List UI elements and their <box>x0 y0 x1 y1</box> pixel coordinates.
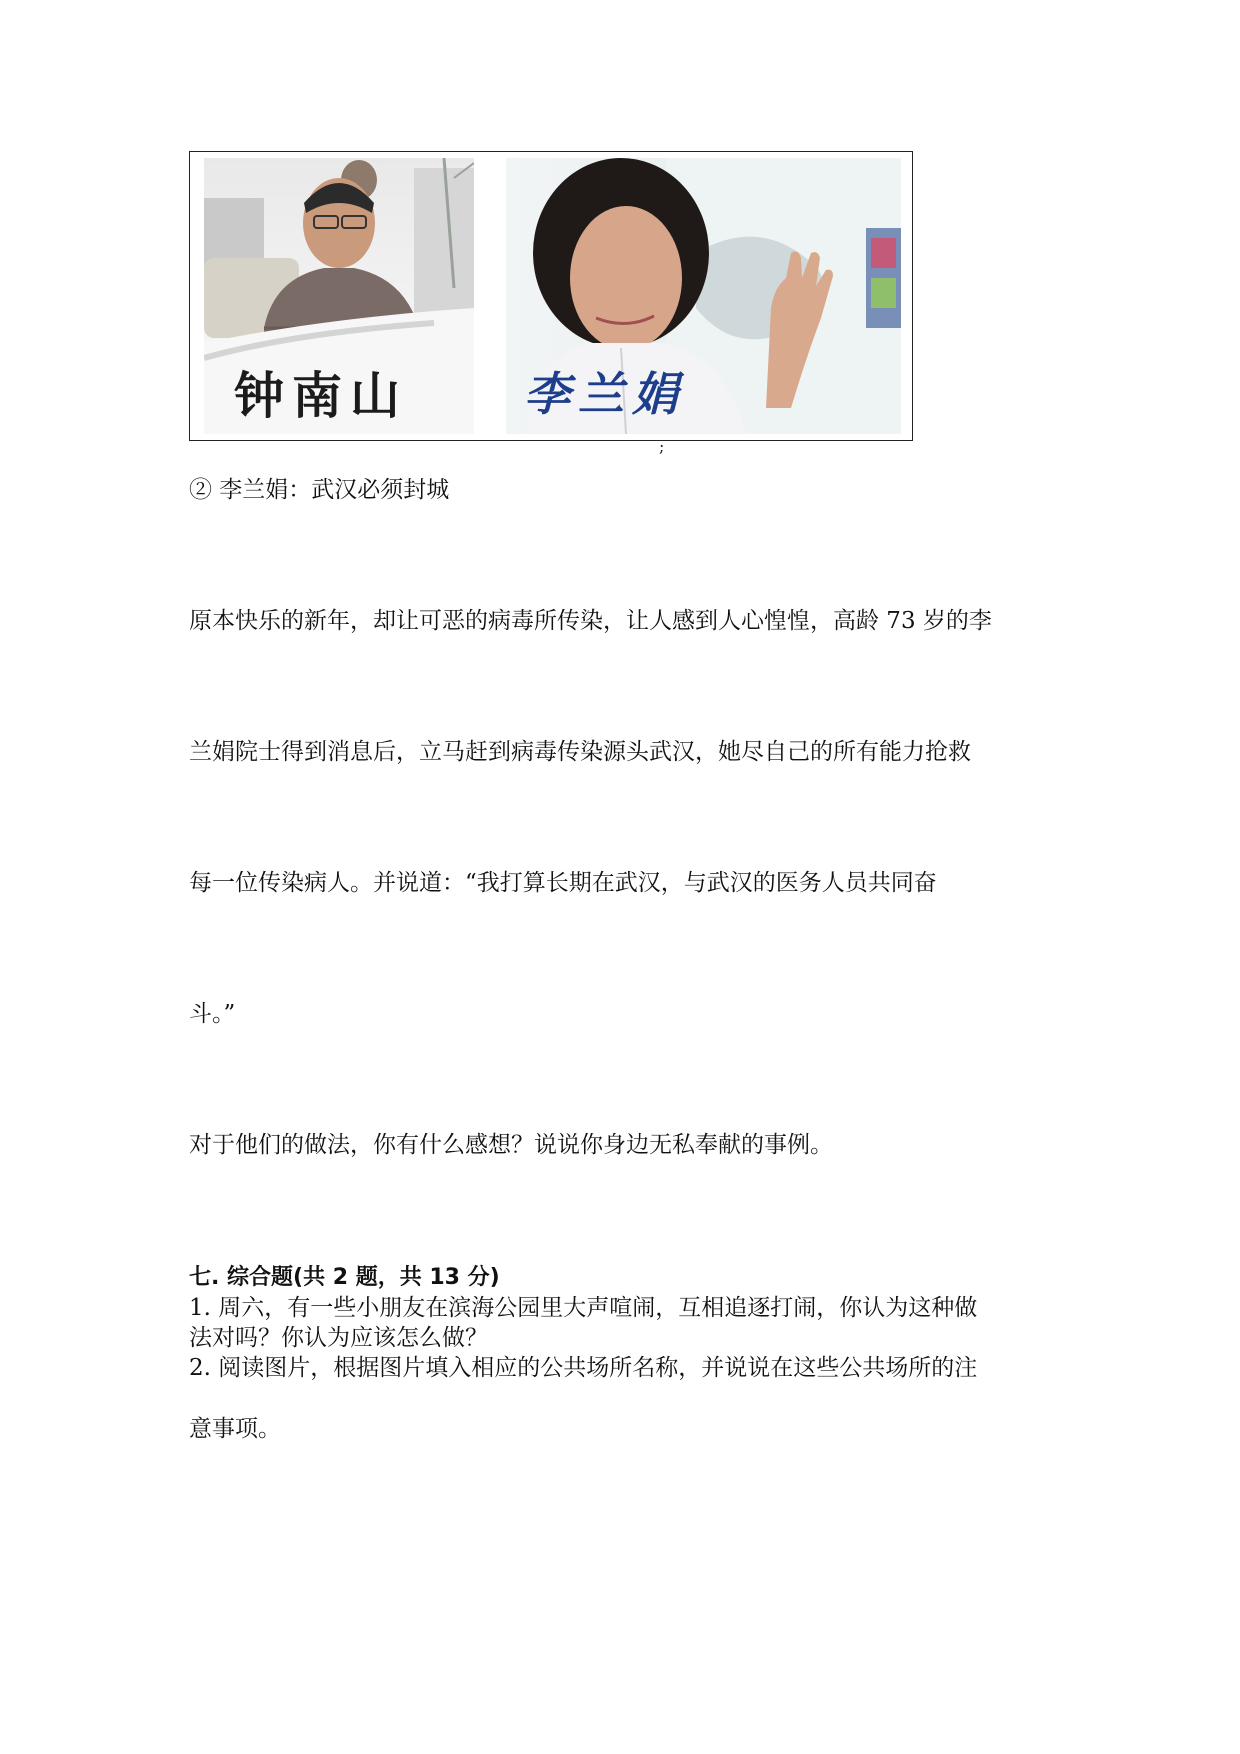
left-caption: 钟南山 <box>234 366 408 425</box>
reflection-question: 对于他们的做法，你有什么感想？说说你身边无私奉献的事例。 <box>189 1132 833 1158</box>
stray-mark: ; <box>659 437 665 456</box>
q2-line-1: 2. 阅读图片，根据图片填入相应的公共场所名称，并说说在这些公共场所的注 <box>189 1355 978 1381</box>
item-2-heading: ② 李兰娟：武汉必须封城 <box>189 477 450 503</box>
li-lanjuan-photo <box>506 158 901 434</box>
q2-line-2: 意事项。 <box>189 1416 281 1442</box>
passage-line-2: 兰娟院士得到消息后，立马赶到病毒传染源头武汉，她尽自己的所有能力抢救 <box>189 739 971 765</box>
passage-line-4: 斗。” <box>189 1001 236 1027</box>
zhong-nanshan-photo <box>204 158 474 434</box>
passage-line-3: 每一位传染病人。并说道：“我打算长期在武汉，与武汉的医务人员共同奋 <box>189 870 937 896</box>
section-7-title: 七. 综合题(共 2 题，共 13 分) <box>189 1265 500 1290</box>
q1-line-1: 1. 周六，有一些小朋友在滨海公园里大声喧闹，互相追逐打闹，你认为这种做 <box>189 1295 978 1321</box>
passage-line-1: 原本快乐的新年，却让可恶的病毒所传染，让人感到人心惶惶，高龄 73 岁的李 <box>189 608 992 634</box>
figure-frame <box>189 151 913 456</box>
right-caption: 李兰娟 <box>524 367 686 421</box>
q1-line-2: 法对吗？你认为应该怎么做？ <box>189 1325 488 1351</box>
